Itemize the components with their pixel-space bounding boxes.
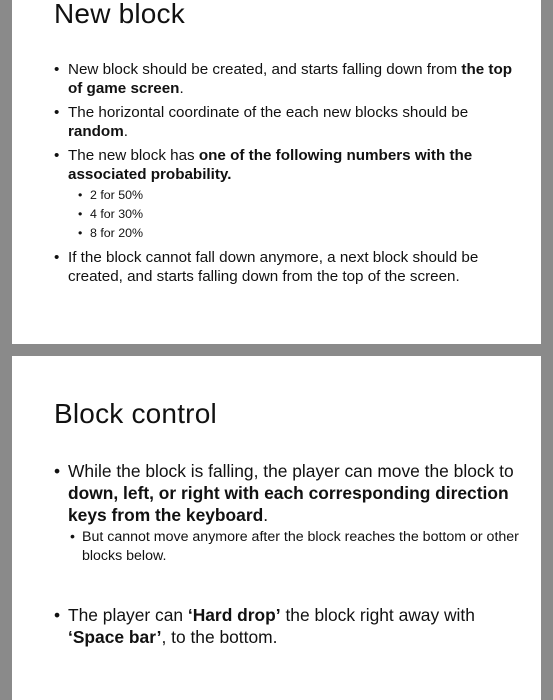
bullet-text: If the block cannot fall down anymore, a next block should be created, and starts falling down from the top of the screen. [68, 249, 479, 285]
bullet-text: . [123, 122, 128, 140]
bullet-text-bold: down, left, or right with each corresponding direction keys from the keyboard [68, 483, 509, 525]
sub-bullet-item [70, 528, 521, 566]
bullet-item [54, 460, 521, 598]
bullet-dot: • [70, 529, 75, 545]
bullet-dot: • [54, 61, 60, 78]
bullet-text-bold: random [68, 122, 124, 140]
bullet-dot: • [78, 226, 83, 240]
sub-bullet-text: 2 for 50% [90, 188, 144, 202]
bullet-text-bold: ‘Hard drop’ [187, 605, 281, 625]
bullet-text: . [263, 505, 269, 525]
bullet-text: . [179, 79, 184, 97]
sub-bullet-text: 8 for 20% [90, 226, 144, 240]
bullet-text: The player can [68, 605, 188, 625]
sub-bullet-text: But cannot move anymore after the block reaches the bottom or other blocks below. [82, 529, 519, 564]
sub-bullet-text: 4 for 30% [90, 207, 144, 221]
bullet-dot: • [54, 249, 60, 266]
bullet-dot: • [54, 461, 61, 481]
bullet-item [54, 61, 521, 98]
bullet-text-bold: the top of game screen [68, 61, 513, 97]
bullet-dot: • [78, 207, 83, 221]
sub-bullet-item [78, 224, 521, 243]
bullet-item [54, 104, 521, 141]
bullet-text: New block should be created, and starts falling down from [68, 61, 462, 78]
bullet-list [54, 460, 521, 654]
bullet-dot: • [54, 605, 61, 625]
slide-new-block [12, 0, 541, 344]
bullet-item [54, 604, 521, 648]
sub-bullet-list [68, 528, 521, 566]
sub-bullet-list [68, 186, 521, 243]
bullet-item [54, 147, 521, 243]
spacer [68, 566, 521, 598]
bullet-text-bold: one of the following numbers with the associated probability. [68, 147, 473, 183]
bullet-dot: • [54, 147, 60, 164]
bullet-text: the block right away with [280, 605, 475, 625]
bullet-item [54, 249, 521, 286]
sub-bullet-item [78, 205, 521, 224]
slide-block-control [12, 356, 541, 700]
slide-title: Block control [54, 398, 217, 429]
bullet-text: While the block is falling, the player can move the block to [68, 461, 514, 481]
bullet-list [54, 61, 521, 292]
bullet-text: The horizontal coordinate of the each new blocks should be [68, 104, 469, 121]
bullet-text-bold: ‘Space bar’ [68, 627, 162, 647]
bullet-dot: • [78, 188, 83, 202]
sub-bullet-item [78, 186, 521, 205]
slide-title: New block [54, 0, 185, 29]
bullet-text: , to the bottom. [161, 627, 278, 647]
bullet-dot: • [54, 104, 60, 121]
bullet-text: The new block has [68, 147, 199, 164]
